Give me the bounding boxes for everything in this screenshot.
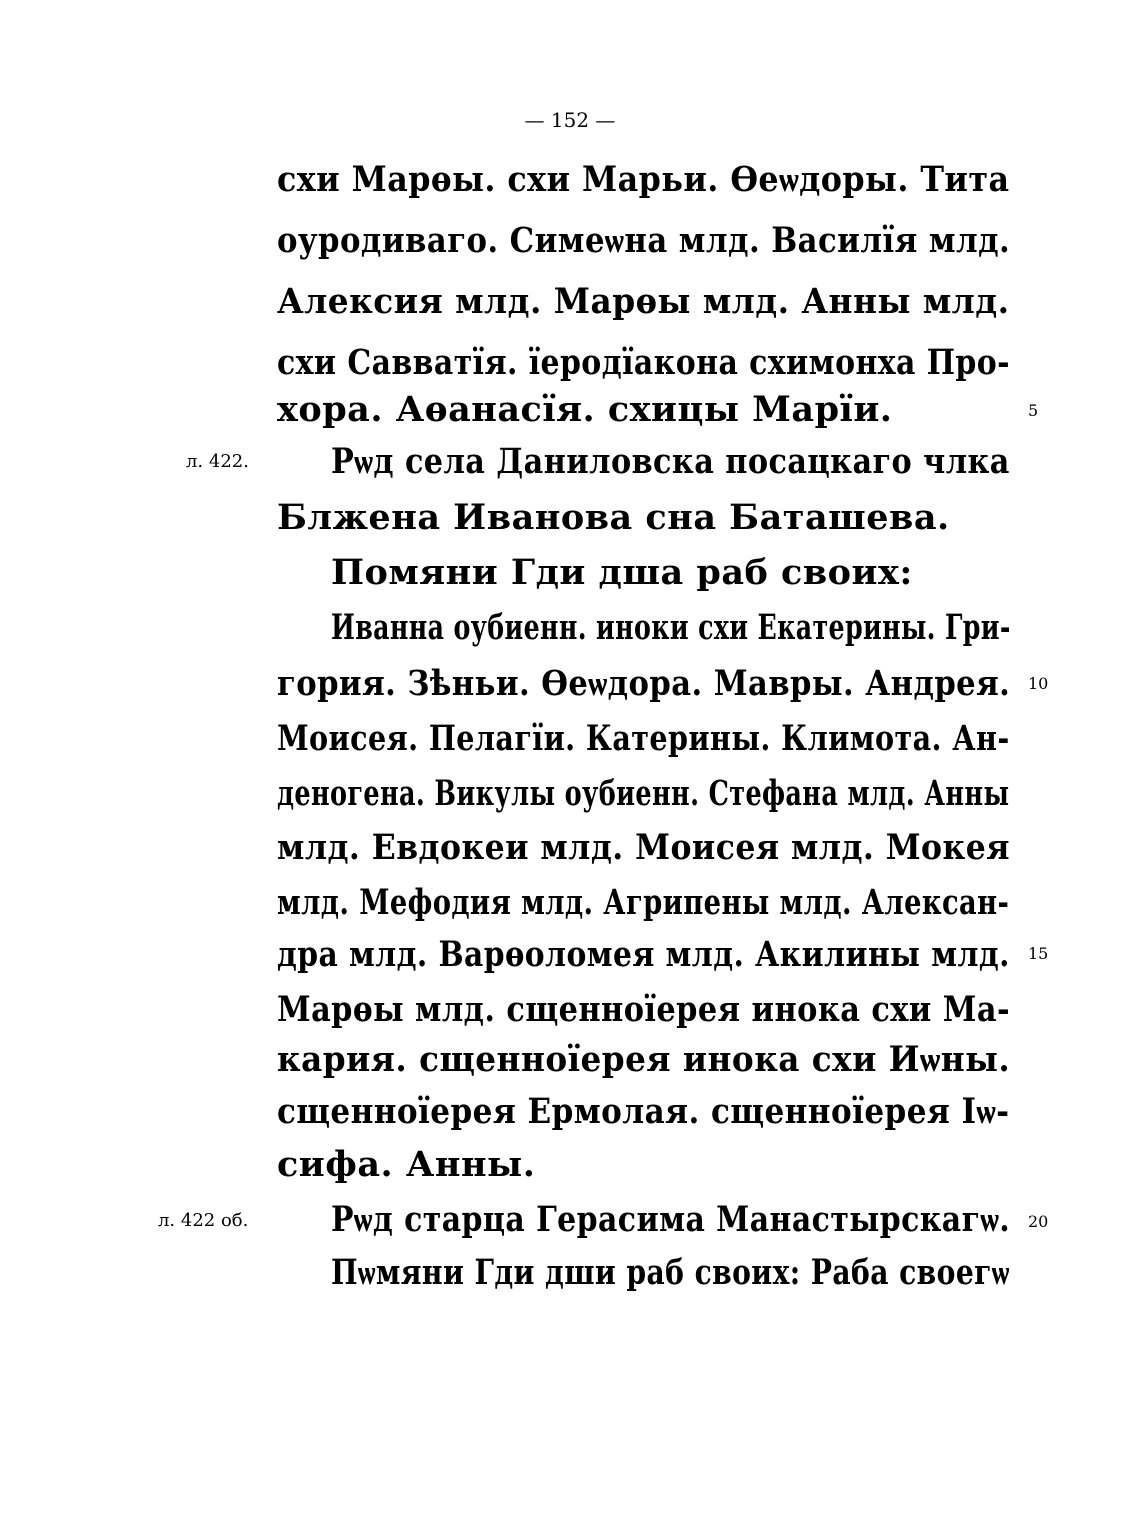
text-line-19: сифа. Анны. bbox=[277, 1144, 536, 1185]
text-line-15: дра млд. Варѳоломея млд. Акилины млд. bbox=[277, 934, 1010, 975]
text-line-6: Рѡд села Даниловска посацкаго члка bbox=[331, 441, 1010, 482]
text-line-17: кария. сщенноїерея инока схи Иѡны. bbox=[277, 1039, 1011, 1080]
text-line-13: млд. Евдокеи млд. Моисея млд. Мокея bbox=[277, 827, 1010, 868]
text-line-16: Марѳы млд. сщенноїерея инока схи Ма- bbox=[277, 989, 1011, 1030]
text-line-8: Помяни Гди дша раб своих: bbox=[331, 552, 913, 593]
line-number-10: 10 bbox=[1028, 674, 1049, 693]
folio-note-422: л. 422. bbox=[186, 451, 249, 472]
line-number-20: 20 bbox=[1028, 1212, 1049, 1231]
text-line-5: хора. Аѳанасїя. схицы Марїи. bbox=[277, 389, 893, 430]
folio-note-422-verso: л. 422 об. bbox=[158, 1210, 249, 1231]
line-number-15: 15 bbox=[1028, 944, 1049, 963]
text-line-21: Пѡмяни Гди дши раб своих: Раба своегѡ bbox=[331, 1252, 1010, 1293]
text-line-10: гория. Зѣньи. Ѳеѡдора. Мавры. Андрея. bbox=[277, 663, 1011, 704]
text-line-1: схи Марѳы. схи Марьи. Ѳеѡдоры. Тита bbox=[277, 159, 1010, 200]
text-line-14: млд. Мефодия млд. Агрипены млд. Алексан- bbox=[277, 882, 1010, 923]
text-line-9: Иванна оубиенн. иноки схи Екатерины. Гри- bbox=[331, 607, 1011, 648]
line-number-5: 5 bbox=[1028, 401, 1039, 420]
page-number: — 152 — bbox=[524, 108, 616, 132]
text-line-18: сщенноїерея Ермолая. сщенноїерея Іѡ- bbox=[277, 1091, 1010, 1132]
text-line-12: деногена. Викулы оубиенн. Стефана млд. Анны bbox=[277, 773, 1010, 814]
text-line-7: Блжена Иванова сна Баташева. bbox=[277, 497, 950, 538]
text-line-4: схи Савватїя. їеродїакона схимонха Про- bbox=[277, 342, 1010, 383]
text-line-2: оуродиваго. Симеѡна млд. Василїя млд. bbox=[277, 220, 1011, 261]
text-line-3: Алексия млд. Марѳы млд. Анны млд. bbox=[277, 281, 1010, 322]
text-line-20: Рѡд старца Герасима Манастырскагѡ. bbox=[331, 1199, 1011, 1240]
text-line-11: Моисея. Пелагїи. Катерины. Климота. Ан- bbox=[277, 718, 1010, 759]
